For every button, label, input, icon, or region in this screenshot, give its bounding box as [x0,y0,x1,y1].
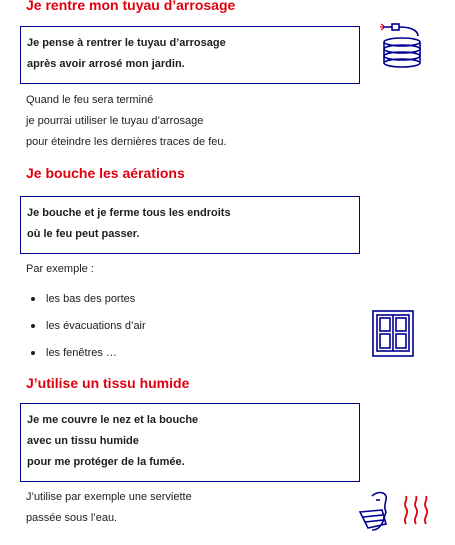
face-cloth-smoke-icon [356,488,436,536]
box-line: pour me protéger de la fumée. [27,456,185,468]
box-line: Je pense à rentrer le tuyau d’arrosage [27,37,226,49]
box-line: Je bouche et je ferme tous les endroits [27,207,231,219]
text-cloth [26,487,192,529]
list-item: les évacuations d’air [28,316,146,343]
garden-hose-icon [380,22,426,72]
window-icon [372,310,414,358]
text-line: Par exemple : [26,263,94,275]
text-hose [26,90,227,153]
box-line: où le feu peut passer. [27,228,140,240]
box-line: avec un tissu humide [27,435,139,447]
list-item: les fenêtres … [28,343,146,370]
info-box-hose [20,26,360,84]
text-line: J’utilise par exemple une serviette [26,491,192,503]
section-title-cloth: J’utilise un tissu humide [26,375,190,391]
text-line: passée sous l’eau. [26,512,118,524]
info-box-vents [20,196,360,254]
text-line: pour éteindre les dernières traces de feu. [26,136,227,148]
info-box-cloth [20,403,360,482]
section-title-hose: Je rentre mon tuyau d’arrosage [26,0,236,13]
list-item: les bas des portes [28,289,146,316]
box-line: Je me couvre le nez et la bouche [27,414,199,426]
text-vents-intro [26,259,94,280]
text-line: Quand le feu sera terminé [26,94,154,106]
box-line: après avoir arrosé mon jardin. [27,58,185,70]
example-list [28,289,146,370]
text-line: je pourrai utiliser le tuyau d’arrosage [26,115,204,127]
section-title-vents: Je bouche les aérations [26,165,185,181]
